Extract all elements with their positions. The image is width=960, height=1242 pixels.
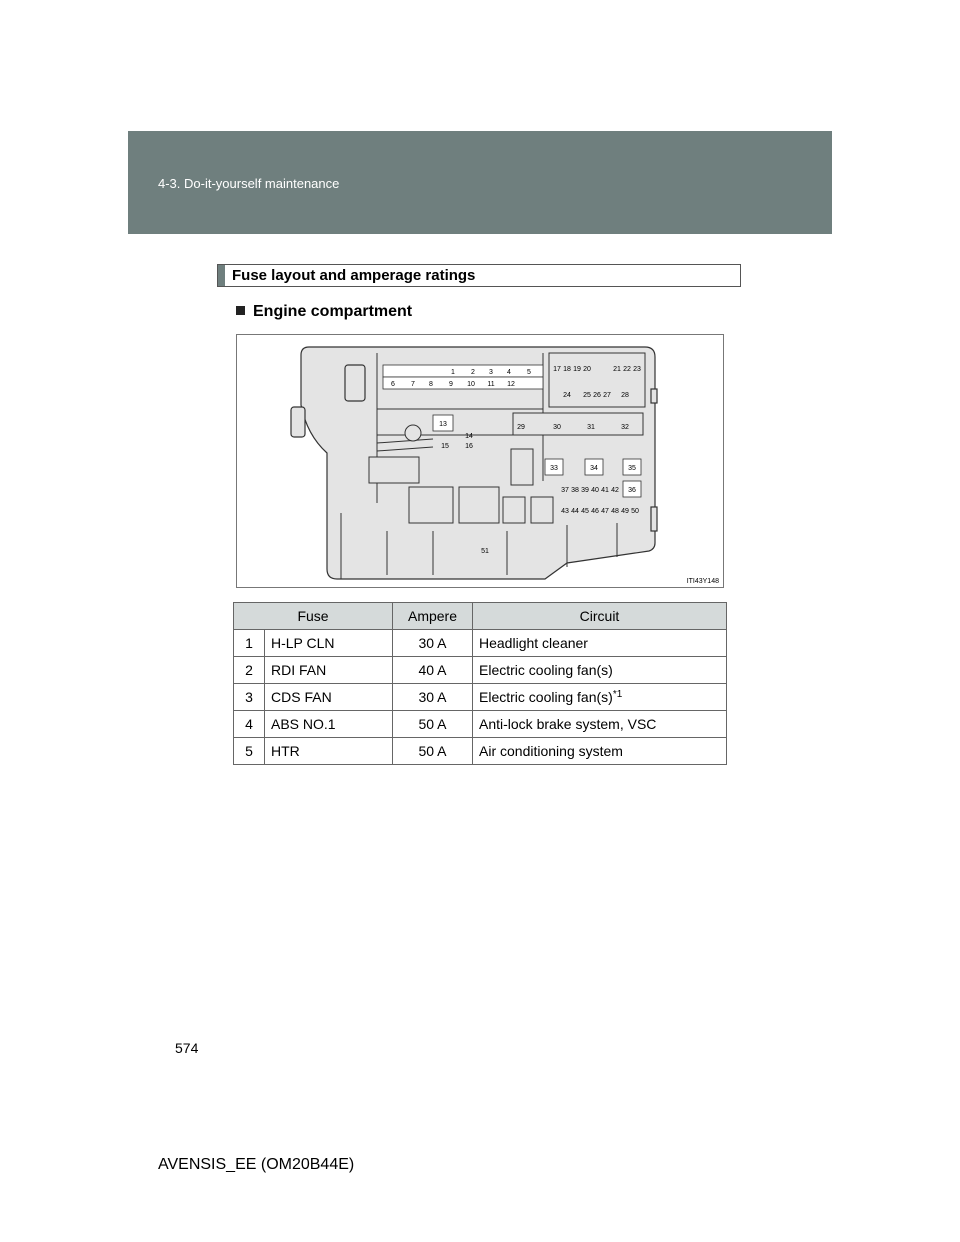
fuse-label-26: 26: [593, 392, 601, 399]
fuse-circuit-text: Electric cooling fan(s): [479, 662, 613, 678]
table-row: [234, 711, 727, 738]
fuse-label-47: 47: [601, 508, 609, 515]
table-row: [234, 657, 727, 684]
fuse-number: 3: [234, 684, 265, 711]
fuse-number: 5: [234, 738, 265, 765]
fuse-label-28: 28: [621, 392, 629, 399]
fuse-name: ABS NO.1: [265, 711, 393, 738]
fuse-name: CDS FAN: [265, 684, 393, 711]
table-row: [234, 738, 727, 765]
fuse-name: HTR: [265, 738, 393, 765]
fuse-label-24: 24: [563, 392, 571, 399]
subsection-title: Engine compartment: [253, 303, 413, 320]
fuse-label-51: 51: [481, 548, 489, 555]
footnote-marker: *1: [612, 689, 623, 700]
fuse-label-41: 41: [601, 487, 609, 494]
fuse-ampere: 30 A: [393, 630, 473, 657]
fuse-label-39: 39: [581, 487, 589, 494]
fuse-label-46: 46: [591, 508, 599, 515]
table-header-circuit: Circuit: [473, 603, 727, 630]
fuse-label-2: 2: [471, 369, 475, 376]
fuse-label-36: 36: [628, 487, 636, 494]
fuse-circuit-text: Electric cooling fan(s): [479, 689, 613, 705]
fuse-number: 4: [234, 711, 265, 738]
section-heading-accent: [218, 265, 225, 286]
fuse-label-38: 38: [571, 487, 579, 494]
fuse-label-40: 40: [591, 487, 599, 494]
fuse-label-5: 5: [527, 369, 531, 376]
fuse-name: H-LP CLN: [265, 630, 393, 657]
fuse-ampere: 40 A: [393, 657, 473, 684]
fuse-label-12: 12: [507, 381, 515, 388]
table-header-fuse: Fuse: [234, 603, 393, 630]
fuse-label-15: 15: [441, 443, 449, 450]
fuse-label-8: 8: [429, 381, 433, 388]
fuse-circuit: [473, 711, 727, 738]
fuse-ampere: 50 A: [393, 738, 473, 765]
fuse-label-14: 14: [465, 433, 473, 440]
fuse-circuit: [473, 738, 727, 765]
fuse-label-22: 22: [623, 366, 631, 373]
fuse-label-43: 43: [561, 508, 569, 515]
fuse-label-29: 29: [517, 424, 525, 431]
fuse-label-48: 48: [611, 508, 619, 515]
section-title: Fuse layout and amperage ratings: [232, 267, 476, 284]
fuse-number: 1: [234, 630, 265, 657]
fuse-label-13: 13: [439, 421, 447, 428]
fuse-label-16: 16: [465, 443, 473, 450]
fuse-circuit-text: Anti-lock brake system, VSC: [479, 716, 657, 732]
fuse-label-7: 7: [411, 381, 415, 388]
fuse-label-3: 3: [489, 369, 493, 376]
fuse-label-11: 11: [487, 381, 495, 388]
fuse-label-10: 10: [467, 381, 475, 388]
fuse-label-27: 27: [603, 392, 611, 399]
fuse-label-4: 4: [507, 369, 511, 376]
fuse-label-9: 9: [449, 381, 453, 388]
fuse-label-45: 45: [581, 508, 589, 515]
fuse-label-44: 44: [571, 508, 579, 515]
fuse-label-18: 18: [563, 366, 571, 373]
fuse-label-34: 34: [590, 465, 598, 472]
fuse-name: RDI FAN: [265, 657, 393, 684]
fuse-box-figure: [236, 334, 724, 588]
section-heading-box: [217, 264, 741, 287]
fuse-label-49: 49: [621, 508, 629, 515]
fuse-label-35: 35: [628, 465, 636, 472]
fuse-table: [233, 602, 727, 765]
table-row: [234, 630, 727, 657]
fuse-label-25: 25: [583, 392, 591, 399]
table-header-row: [234, 603, 727, 630]
fuse-label-50: 50: [631, 508, 639, 515]
fuse-label-1: 1: [451, 369, 455, 376]
table-header-ampere: Ampere: [393, 603, 473, 630]
fuse-label-17: 17: [553, 366, 561, 373]
subsection-heading: [236, 303, 412, 321]
fuse-label-32: 32: [621, 424, 629, 431]
fuse-label-30: 30: [553, 424, 561, 431]
page-number: 574: [175, 1040, 199, 1056]
square-bullet-icon: [236, 306, 245, 315]
fuse-label-42: 42: [611, 487, 619, 494]
fuse-label-6: 6: [391, 381, 395, 388]
fuse-label-31: 31: [587, 424, 595, 431]
fuse-label-19: 19: [573, 366, 581, 373]
fuse-label-23: 23: [633, 366, 641, 373]
model-code: AVENSIS_EE (OM20B44E): [158, 1156, 355, 1173]
fuse-circuit: [473, 630, 727, 657]
fuse-label-37: 37: [561, 487, 569, 494]
fuse-circuit: [473, 657, 727, 684]
figure-code: ITI43Y148: [686, 578, 719, 585]
fuse-ampere: 50 A: [393, 711, 473, 738]
fuse-label-20: 20: [583, 366, 591, 373]
fuse-box-diagram: [237, 335, 723, 587]
fuse-ampere: 30 A: [393, 684, 473, 711]
fuse-circuit-text: Headlight cleaner: [479, 635, 588, 651]
fuse-circuit: [473, 684, 727, 711]
fuse-label-33: 33: [550, 465, 558, 472]
fuse-circuit-text: Air conditioning system: [479, 743, 623, 759]
table-row: [234, 684, 727, 711]
section-breadcrumb: 4-3. Do-it-yourself maintenance: [158, 176, 340, 191]
fuse-label-21: 21: [613, 366, 621, 373]
fuse-number: 2: [234, 657, 265, 684]
